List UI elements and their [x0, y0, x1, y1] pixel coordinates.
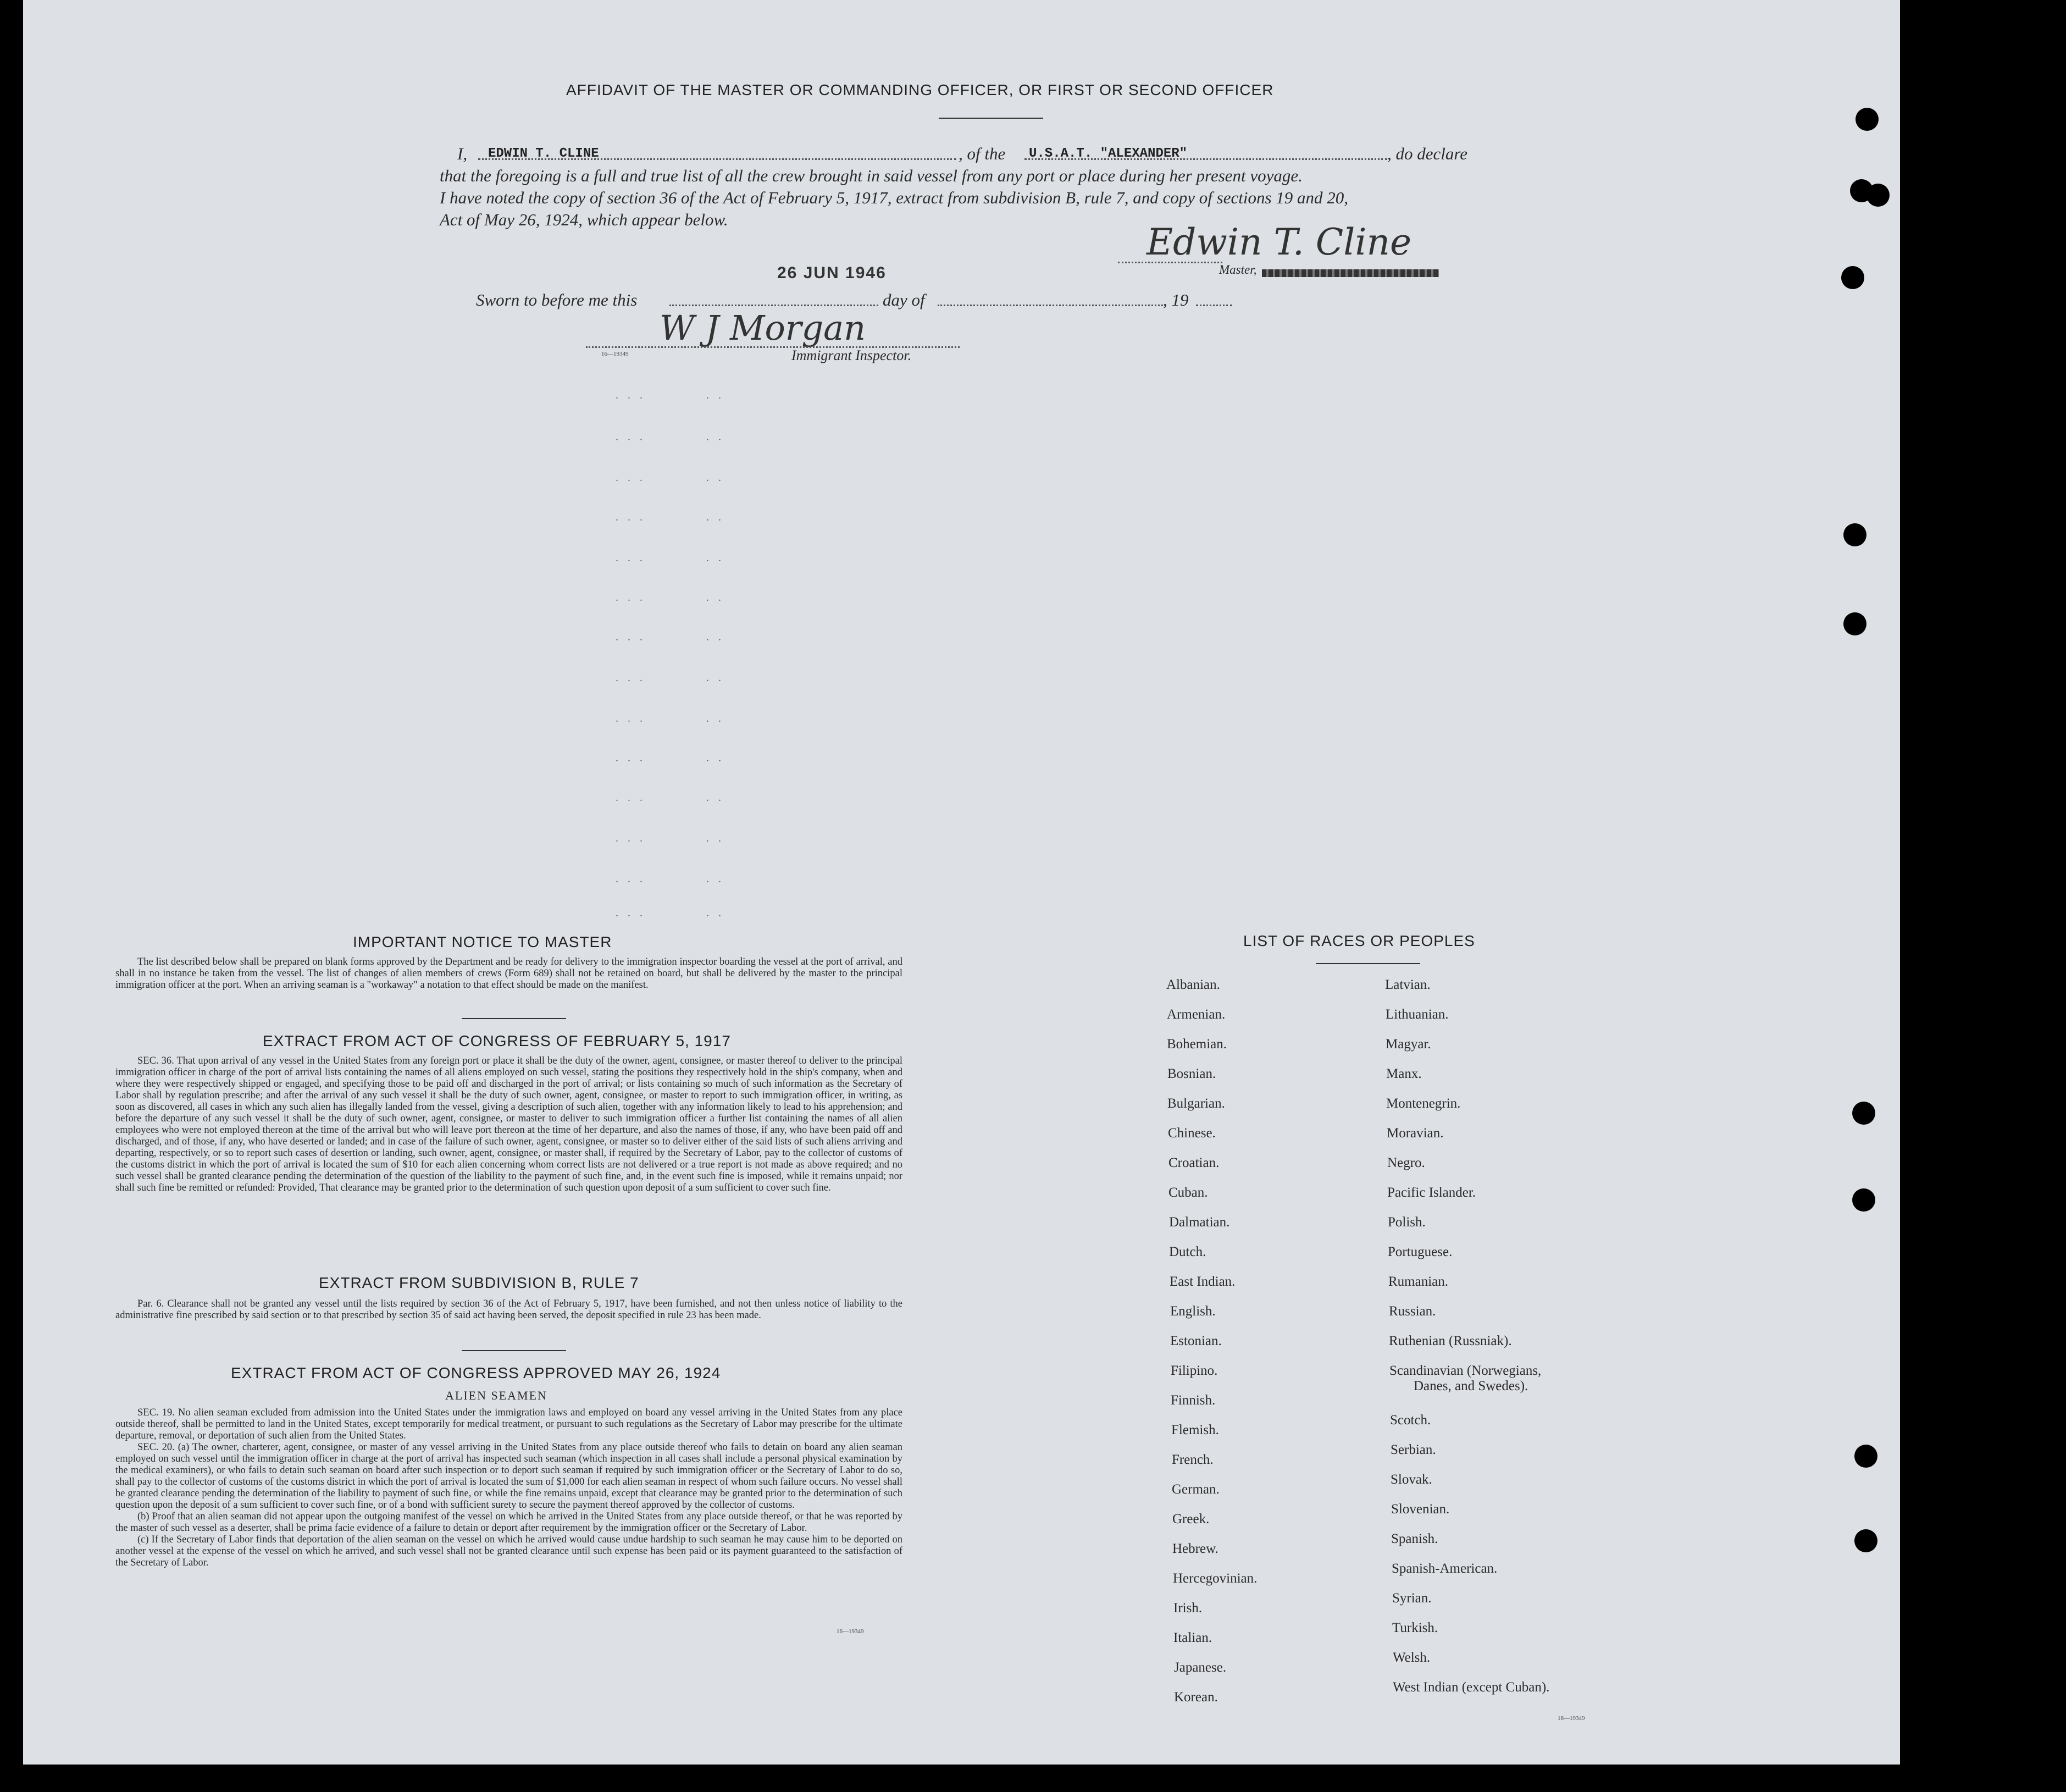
race-item: East Indian. [1170, 1274, 1236, 1289]
race-item: Chinese. [1168, 1126, 1216, 1141]
extract-1917-title: EXTRACT FROM ACT OF CONGRESS OF FEBRUARY 5, 1917 [263, 1032, 731, 1049]
race-item: Latvian. [1385, 977, 1431, 992]
column-marks: . . . . . [616, 472, 724, 484]
master-signature-line [1118, 262, 1222, 263]
binder-hole [1854, 1445, 1877, 1468]
race-item: Lithuanian. [1386, 1007, 1449, 1022]
race-item: Cuban. [1168, 1185, 1208, 1200]
sec20b-paragraph: (b) Proof that an alien seaman did not appear upon the outgoing manifest of the vessel on which he arrived in the United States from any place outside thereof, or that he was reported by the master of such vessel as a deserter, shall be prima facie evidence of a failure to detain or deport after requirement by the immigration officer or the Secretary of Labor. [115, 1511, 902, 1534]
race-item: Magyar. [1386, 1037, 1431, 1052]
race-item: Hercegovinian. [1173, 1571, 1258, 1586]
race-item: Moravian. [1387, 1126, 1444, 1141]
notice-paragraph: The list described below shall be prepared on blank forms approved by the Department and be ready for delivery to the immigration inspector boarding the vessel at the port of arrival, and shall in no instance be taken from the vessel. The list of changes of alien members of crews (Form 689) shall not be retained on board, but shall be delivered by the master to the principal immigration officer at the port. When an arriving seaman is a "workaway" a notation to that effect should be made on the manifest. [115, 956, 902, 991]
race-item: Irish. [1173, 1601, 1203, 1616]
race-item: German. [1172, 1482, 1220, 1497]
race-item: Croatian. [1168, 1155, 1220, 1170]
column-marks: . . . . . [616, 873, 724, 885]
race-item: Rumanian. [1388, 1274, 1449, 1289]
rule7-text [115, 1298, 902, 1321]
race-item: Spanish-American. [1392, 1561, 1498, 1576]
race-item: Bulgarian. [1167, 1096, 1225, 1111]
sworn-prefix: Sworn to before me this [476, 290, 638, 309]
binder-hole [1841, 266, 1864, 289]
race-item: Albanian. [1166, 977, 1220, 992]
race-item: Danes, and Swedes). [1414, 1379, 1528, 1393]
column-marks: . . . . . [616, 431, 724, 443]
race-item: Flemish. [1171, 1423, 1219, 1437]
binder-hole [1843, 612, 1866, 635]
race-item: Bohemian. [1167, 1037, 1227, 1052]
inspector-signature: W J Morgan [660, 308, 866, 348]
sworn-year-field [1196, 305, 1232, 306]
race-item: Ruthenian (Russniak). [1389, 1334, 1512, 1348]
affidavit-line1-suffix: , do declare [1387, 144, 1468, 163]
sec20a-paragraph: SEC. 20. (a) The owner, charterer, agent, consignee, or master of any vessel arriving in the United States from any place outside thereof who fails to detain on board any alien seaman employed on such vessel until the immigration officer in charge at the port of arrival has inspected such seaman (which inspection in all cases shall include a personal physical examination by the medical examiners), or who fails to detain such seaman on board after such inspection or to deport such seaman if required by such immigration officer or the Secretary of Labor to do so, shall pay to the collector of customs of the customs district in which the port of arrival is located the sum of $1,000 for each alien seaman in respect of whom such failure occurs. No vessel shall be granted clearance pending the determination of the liability to payment of such fine, or while the fine remains unpaid, except that clearance may be granted prior to the determination of such question upon the deposit of a sum sufficient to cover such fine, or of a bond with sufficient surety to secure the payment thereof approved by the collector of customs. [115, 1442, 902, 1511]
race-item: Polish. [1388, 1215, 1426, 1230]
race-item: Spanish. [1391, 1531, 1438, 1546]
column-marks: . . . . . [616, 389, 724, 401]
race-item: Dalmatian. [1169, 1215, 1230, 1230]
affidavit-form-number: 16—19349 [601, 351, 629, 357]
notice-text [115, 956, 902, 991]
affidavit-title: AFFIDAVIT OF THE MASTER OR COMMANDING OFFICER, OR FIRST OR SECOND OFFICER [566, 81, 1274, 98]
race-item: Portuguese. [1388, 1245, 1453, 1259]
race-item: Scandinavian (Norwegians, [1389, 1363, 1542, 1378]
race-item: Negro. [1387, 1155, 1425, 1170]
sec20c-paragraph: (c) If the Secretary of Labor finds that deportation of the alien seaman on the vessel on which he arrived would cause undue hardship to such seaman he may cause him to be deported on another vessel at the expense of the vessel on which he arrived, and such vessel shall not be granted clearance until such expense has been paid or its payment guaranteed to the satisfaction of the Secretary of Labor. [115, 1534, 902, 1568]
race-item: Montenegrin. [1386, 1096, 1461, 1111]
column-marks: . . . . . [616, 672, 724, 684]
race-item: Bosnian. [1167, 1066, 1216, 1081]
extract-form-number: 16—19349 [837, 1628, 864, 1635]
master-name-value: EDWIN T. CLINE [488, 146, 599, 161]
race-item: Korean. [1174, 1690, 1218, 1705]
race-item: Slovenian. [1391, 1502, 1450, 1517]
affidavit-line1-mid: , of the [959, 144, 1006, 163]
binder-hole [1855, 108, 1879, 131]
title-rule [939, 118, 1043, 119]
column-marks: . . . . . [616, 552, 724, 564]
section-rule [462, 1350, 566, 1351]
race-item: Dutch. [1169, 1245, 1206, 1259]
race-item: Welsh. [1393, 1650, 1431, 1665]
race-item: Pacific Islander. [1387, 1185, 1476, 1200]
race-item: English. [1170, 1304, 1216, 1319]
race-item: Finnish. [1171, 1393, 1216, 1408]
race-item: Japanese. [1174, 1660, 1227, 1675]
sworn-month-field [938, 305, 1163, 306]
affidavit-line2: that the foregoing is a full and true list of all the crew brought in said vessel from any port or place during her present voyage. [440, 166, 1303, 185]
binder-hole [1843, 523, 1866, 546]
binder-hole [1866, 184, 1890, 207]
vessel-name-value: U.S.A.T. "ALEXANDER" [1029, 146, 1188, 161]
struck-out-text [1262, 269, 1439, 277]
date-stamp: 26 JUN 1946 [777, 264, 887, 282]
race-item: Syrian. [1392, 1591, 1432, 1606]
race-item: Turkish. [1392, 1620, 1438, 1635]
race-item: Estonian. [1170, 1334, 1222, 1348]
race-item: Serbian. [1391, 1442, 1436, 1457]
race-item: Russian. [1389, 1304, 1436, 1319]
master-label: Master, [1219, 263, 1257, 276]
alien-seamen-subtitle: ALIEN SEAMEN [445, 1389, 547, 1402]
column-marks: . . . . . [616, 792, 724, 804]
race-item: Hebrew. [1172, 1541, 1218, 1556]
race-item: French. [1172, 1452, 1214, 1467]
race-item: Slovak. [1391, 1472, 1432, 1487]
races-form-number: 16—19349 [1558, 1715, 1585, 1722]
binder-hole [1852, 1188, 1875, 1212]
race-item: Scotch. [1390, 1413, 1431, 1428]
sworn-day-field [669, 305, 878, 306]
race-item: Italian. [1173, 1630, 1212, 1645]
inspector-label: Immigrant Inspector. [791, 347, 912, 363]
column-marks: . . . . . [616, 591, 724, 604]
sworn-mid: day of [883, 290, 925, 309]
column-marks: . . . . . [616, 832, 724, 844]
sec19-paragraph: SEC. 19. No alien seaman excluded from admission into the United States under the immigration laws and employed on board any vessel arriving in the United States from any place outside thereof, shall be permitted to land in the United States, except temporarily for medical treatment, or pursuant to such regulations as the Secretary of Labor may prescribe for the ultimate departure, removal, or deportation of such alien from the United States. [115, 1407, 902, 1441]
section-rule [462, 1018, 566, 1019]
column-marks: . . . . . [616, 631, 724, 643]
race-item: Filipino. [1171, 1363, 1218, 1378]
binder-hole [1854, 1529, 1877, 1552]
sworn-year: , 19 [1163, 290, 1189, 309]
extract-1924-title: EXTRACT FROM ACT OF CONGRESS APPROVED MAY 26, 1924 [231, 1364, 721, 1381]
races-title: LIST OF RACES OR PEOPLES [1243, 932, 1475, 949]
column-marks: . . . . . [616, 511, 724, 523]
race-item: Manx. [1386, 1066, 1422, 1081]
races-title-rule [1316, 963, 1420, 964]
sec36-paragraph: SEC. 36. That upon arrival of any vessel in the United States from any foreign port or place it shall be the duty of the owner, agent, consignee, or master thereof to deliver to the principal immigration officer in charge of the port of arrival lists containing the names of all aliens employed on such vessel, stating the positions they respectively hold in the ship's company, when and where they were respectively shipped or engaged, and specifying those to be paid off and discharged in the port of arrival; or lists containing so much of such information as the Secretary of Labor shall by regulation prescribe; and after the arrival of any such vessel it shall be the duty of such owner, agent, consignee, or master to report to such immigration officer, in writing, as soon as discovered, all cases in which any such alien has illegally landed from the vessel, giving a description of such alien, together with any information likely to lead to his apprehension; and before the departure of any such vessel it shall be the duty of such owner, agent, consignee, or master to deliver to such immigration officer a further list containing the names of all alien employees who were not employed thereon at the time of the arrival but who will leave port thereon at the time of her departure, and also the names of those, if any, who have been paid off and discharged, and of those, if any, who have deserted or landed; and in case of the failure of such owner, agent, consignee, or master so to deliver either of the said lists of such aliens arriving and departing, respectively, or so to report such cases of desertion or landing, such owner, agent, consignee, or master shall, if required by the Secretary of Labor, pay to the collector of customs of the customs district in which the port of arrival is located the sum of $10 for each alien concerning whom correct lists are not delivered or a true report is not made as above required; and no such vessel shall be granted clearance pending the determination of the question of the liability to the payment of such fine, and, in the event such fine is imposed, while it remains unpaid; nor shall such fine be remitted or refunded: Provided, That clearance may be granted prior to the determination of such question upon deposit of a sum sufficient to cover such fine. [115, 1055, 902, 1193]
column-marks: . . . . . [616, 907, 724, 919]
race-item: Armenian. [1167, 1007, 1226, 1022]
master-signature: Edwin T. Cline [1146, 221, 1412, 263]
race-item: West Indian (except Cuban). [1393, 1680, 1550, 1695]
affidavit-line4: Act of May 26, 1924, which appear below. [440, 210, 728, 229]
notice-title: IMPORTANT NOTICE TO MASTER [353, 933, 612, 950]
race-item: Greek. [1172, 1512, 1210, 1526]
par6-paragraph: Par. 6. Clearance shall not be granted any vessel until the lists required by section 36 of the Act of February 5, 1917, have been furnished, and not then unless notice of liability to the administrative fine prescribed by said section or to that prescribed by section 35 of said act having been served, the deposit specified in rule 23 has been made. [115, 1298, 902, 1321]
binder-hole [1852, 1102, 1875, 1125]
column-marks: . . . . . [616, 712, 724, 724]
extract-1924-text [115, 1407, 902, 1569]
column-marks: . . . . . [616, 752, 724, 764]
affidavit-line1-prefix: I, [457, 144, 468, 163]
rule7-title: EXTRACT FROM SUBDIVISION B, RULE 7 [319, 1274, 639, 1291]
extract-1917-text [115, 1055, 902, 1194]
affidavit-line3: I have noted the copy of section 36 of the Act of February 5, 1917, extract from subdivision B, rule 7, and copy of sections 19 and 20, [440, 188, 1349, 207]
